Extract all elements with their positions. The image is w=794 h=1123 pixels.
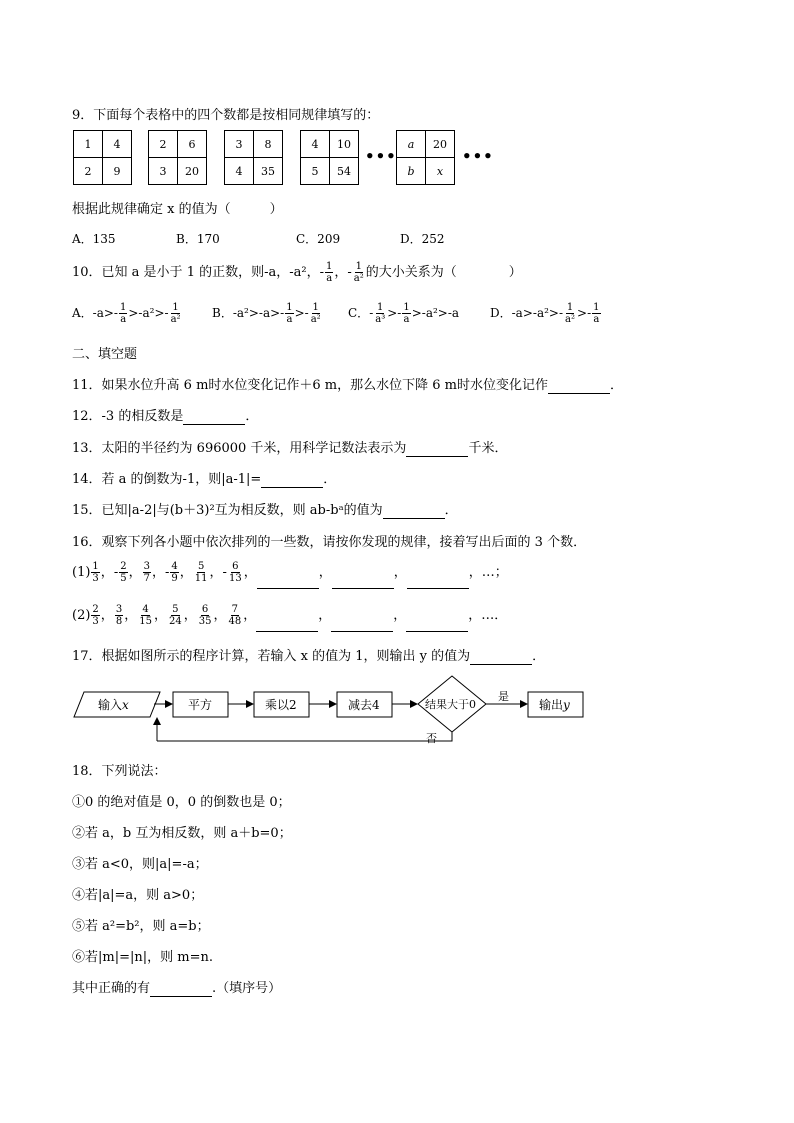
q9-table-1 (73, 130, 132, 185)
cell: 9 (103, 158, 132, 185)
option-label: B． (212, 306, 233, 320)
denominator: 15 (139, 616, 152, 627)
q14-text: 14．若 a 的倒数为-1，则|a-1|= (72, 472, 262, 487)
q10-option-a (72, 300, 183, 326)
fraction (564, 302, 576, 325)
q10-stem (72, 260, 522, 286)
cell: 20 (426, 131, 455, 158)
q13-unit: 千米． (468, 441, 508, 456)
denominator: 9 (171, 573, 178, 584)
expr: -a²>-a>- (232, 306, 285, 320)
cell: 35 (254, 158, 283, 185)
period: ． (610, 378, 624, 393)
answer-blank[interactable] (183, 409, 245, 425)
numerator: 1 (92, 561, 99, 572)
sep: ， (179, 565, 193, 580)
numerator: 3 (143, 561, 150, 572)
q17-text: 17．根据如图所示的程序计算，若输入 x 的值为 1，则输出 y 的值为 (72, 649, 471, 664)
answer-blank[interactable] (256, 601, 318, 632)
denominator: 3 (92, 616, 99, 627)
q9-option-b: B．170 (176, 232, 220, 246)
ellipsis: ，…； (468, 565, 508, 580)
answer-blank[interactable] (383, 503, 445, 519)
q16-line-1 (72, 558, 508, 589)
numerator: 1 (593, 302, 600, 313)
cell: 4 (301, 131, 330, 158)
sep: ， (243, 565, 257, 580)
denominator: 7 (143, 573, 150, 584)
expr: >- (387, 306, 402, 320)
period: ． (444, 503, 458, 518)
q18-item-1: ①0 的绝对值是 0，0 的倒数也是 0； (72, 795, 291, 810)
q18-answer-hint: .（填序号） (212, 981, 282, 996)
numerator: 1 (377, 302, 384, 313)
denominator: a² (310, 314, 321, 325)
answer-blank[interactable] (406, 441, 468, 457)
expr: -a>-a²>- (511, 306, 564, 320)
flow-decision-label: 结果大于0 (425, 698, 476, 711)
flow-times2-label: 乘以2 (265, 698, 297, 712)
numerator: 1 (172, 302, 179, 313)
answer-blank[interactable] (548, 378, 610, 394)
numerator: 2 (92, 604, 99, 615)
answer-blank[interactable] (406, 601, 468, 632)
flow-minus4-label: 减去4 (348, 698, 380, 712)
minus: - (319, 265, 324, 280)
q18-item-5: ⑤若 a²=b²，则 a=b； (72, 919, 210, 934)
sequence (90, 604, 243, 627)
fraction (170, 302, 182, 325)
numerator: 6 (232, 561, 239, 572)
fraction (402, 302, 410, 325)
fraction (168, 604, 183, 627)
numerator: 5 (172, 604, 179, 615)
q18-item-2: ②若 a，b 互为相反数，则 a＋b=0； (72, 826, 292, 841)
denominator: a (593, 314, 600, 325)
expr: >-a²>-a (411, 306, 460, 320)
q16-line-2 (72, 601, 507, 632)
answer-blank[interactable] (331, 601, 393, 632)
answer-blank[interactable] (407, 558, 469, 589)
q12 (72, 405, 258, 425)
fraction (285, 302, 293, 325)
flow-loop-line (157, 732, 452, 741)
denominator: 5 (120, 573, 127, 584)
q9-question: 根据此规律确定 x 的值为（ ） (72, 202, 283, 217)
sub-label: (1) (72, 565, 91, 580)
sign: - (165, 565, 170, 580)
cell: 5 (301, 158, 330, 185)
denominator: 24 (168, 616, 182, 627)
fraction (228, 561, 243, 584)
sequence (90, 561, 243, 584)
numerator: 1 (312, 302, 319, 313)
cell: 4 (225, 158, 254, 185)
cell: 4 (103, 131, 132, 158)
q10-option-c (348, 300, 459, 326)
q18-answer (72, 977, 281, 997)
cell: 2 (149, 131, 178, 158)
sep: ， (318, 565, 332, 580)
fraction (194, 561, 209, 584)
q9-stem: 9．下面每个表格中的四个数都是按相同规律填写的： (72, 108, 380, 123)
q17 (72, 645, 545, 665)
cell: b (397, 158, 426, 185)
cell: a (397, 131, 426, 158)
sep: ， (213, 608, 227, 623)
q10-option-d (490, 300, 602, 326)
expr: - (369, 306, 374, 320)
sub-label: (2) (72, 608, 91, 623)
sign: - (222, 565, 227, 580)
numerator: 1 (120, 302, 127, 313)
cell: 1 (74, 131, 103, 158)
numerator: 3 (115, 604, 123, 615)
sep: ， (153, 608, 167, 623)
flow-output-label: 输出y (539, 698, 570, 712)
q18-item-3: ③若 a<0，则|a|=-a； (72, 857, 208, 872)
denominator: a (286, 314, 293, 325)
q9-option-a: A．135 (72, 232, 116, 246)
fraction (91, 604, 99, 627)
q9-option-d: D．252 (400, 232, 445, 246)
fraction (119, 561, 127, 584)
q13 (72, 437, 507, 457)
q10-option-b (212, 300, 323, 326)
flow-yes-label: 是 (498, 690, 509, 703)
numerator: 5 (197, 561, 205, 572)
q9-table-3 (224, 130, 283, 185)
sep: ， (100, 565, 114, 580)
period: ． (323, 472, 337, 487)
fraction (592, 302, 600, 325)
q11-text: 11．如果水位升高 6 m时水位变化记作＋6 m，那么水位下降 6 m时水位变化记作 (72, 378, 548, 393)
cell: 3 (149, 158, 178, 185)
sep: ， (124, 608, 138, 623)
denominator: 35 (198, 616, 212, 627)
q16-stem: 16．观察下列各小题中依次排列的一些数，请按你发现的规律，接着写出后面的 3 个数． (72, 535, 587, 550)
denominator: a² (565, 314, 576, 325)
answer-blank[interactable] (257, 558, 319, 589)
fraction (91, 561, 99, 584)
fraction (143, 561, 151, 584)
q14 (72, 468, 336, 488)
q11 (72, 374, 623, 394)
denominator: 11 (194, 573, 208, 584)
sep: ， (209, 565, 223, 580)
q9-option-c: C．209 (296, 232, 341, 246)
q12-text: 12．-3 的相反数是 (72, 409, 184, 424)
ellipsis: ，…． (468, 608, 508, 623)
fraction (325, 261, 333, 284)
denominator: a (120, 314, 127, 325)
q10-stem-suffix: 的大小关系为（ ） (365, 265, 522, 280)
denominator: 48 (228, 616, 242, 627)
period: ． (532, 649, 546, 664)
q9-table-4 (300, 130, 359, 185)
numerator: 7 (231, 604, 238, 615)
numerator: 4 (171, 561, 178, 572)
option-label: C． (348, 306, 370, 320)
fraction (353, 261, 365, 284)
fraction (198, 604, 213, 627)
numerator: 6 (201, 604, 209, 615)
sep: ， (128, 565, 142, 580)
cell: 20 (178, 158, 207, 185)
sep: ， (100, 608, 114, 623)
cell: 3 (225, 131, 254, 158)
option-label: D． (490, 306, 512, 320)
sign: - (113, 565, 119, 580)
fraction (170, 561, 178, 584)
section-heading: 二、填空题 (72, 347, 138, 362)
denominator: a³ (375, 314, 386, 325)
denominator: a (326, 273, 333, 284)
numerator: 1 (566, 302, 574, 313)
answer-blank[interactable] (261, 472, 323, 488)
q18-answer-text: 其中正确的有 (72, 981, 151, 996)
flow-square-label: 平方 (188, 698, 213, 712)
fraction (115, 604, 123, 627)
fraction (227, 604, 242, 627)
minus: - (347, 265, 352, 280)
answer-blank[interactable] (150, 981, 212, 997)
q9-table-5 (396, 130, 455, 185)
cell: 8 (254, 131, 283, 158)
flowchart (0, 670, 794, 750)
ellipsis-dots-2: ••• (462, 147, 494, 165)
denominator: a² (353, 273, 364, 284)
numerator: 1 (326, 261, 333, 272)
period: ． (245, 409, 259, 424)
fraction (310, 302, 322, 325)
q18-item-6: ⑥若|m|=|n|，则 m=n. (72, 950, 213, 965)
q9-table-2 (148, 130, 207, 185)
sep: ， (393, 565, 407, 580)
denominator: 8 (115, 616, 123, 627)
numerator: 1 (286, 302, 293, 313)
ellipsis-dots-1: ••• (365, 147, 397, 165)
expr: -a>- (92, 306, 118, 320)
fraction (119, 302, 127, 325)
q18-item-4: ④若|a|=a，则 a>0； (72, 888, 204, 903)
expr: >- (294, 306, 309, 320)
comma: ， (334, 265, 348, 280)
sep: ， (393, 608, 407, 623)
numerator: 1 (403, 302, 410, 313)
sep: ， (183, 608, 197, 623)
numerator: 2 (120, 561, 127, 572)
cell: 2 (74, 158, 103, 185)
cell: 54 (330, 158, 359, 185)
q18-stem: 18．下列说法： (72, 764, 167, 779)
flow-no-label: 否 (426, 732, 437, 745)
numerator: 1 (355, 261, 362, 272)
cell: x (426, 158, 455, 185)
flow-input-label: 输入x (98, 698, 129, 712)
expr: >-a²>- (128, 306, 169, 320)
answer-blank[interactable] (470, 649, 532, 665)
fraction (374, 302, 386, 325)
q10-stem-prefix: 10．已知 a 是小于 1 的正数，则-a，-a²， (72, 265, 320, 280)
fraction (138, 604, 153, 627)
q15-text: 15．已知|a-2|与(b＋3)²互为相反数，则 ab-bᵃ的值为 (72, 503, 383, 518)
sep: ， (318, 608, 332, 623)
cell: 10 (330, 131, 359, 158)
denominator: a (403, 314, 410, 325)
answer-blank[interactable] (332, 558, 394, 589)
denominator: 13 (228, 573, 242, 584)
expr: >- (577, 306, 592, 320)
denominator: 3 (92, 573, 99, 584)
denominator: a² (170, 314, 181, 325)
option-label: A． (72, 306, 93, 320)
sep: ， (151, 565, 165, 580)
sep: ， (243, 608, 257, 623)
numerator: 4 (142, 604, 149, 615)
q15 (72, 499, 458, 519)
q13-text: 13．太阳的半径约为 696000 千米，用科学记数法表示为 (72, 441, 407, 456)
cell: 6 (178, 131, 207, 158)
